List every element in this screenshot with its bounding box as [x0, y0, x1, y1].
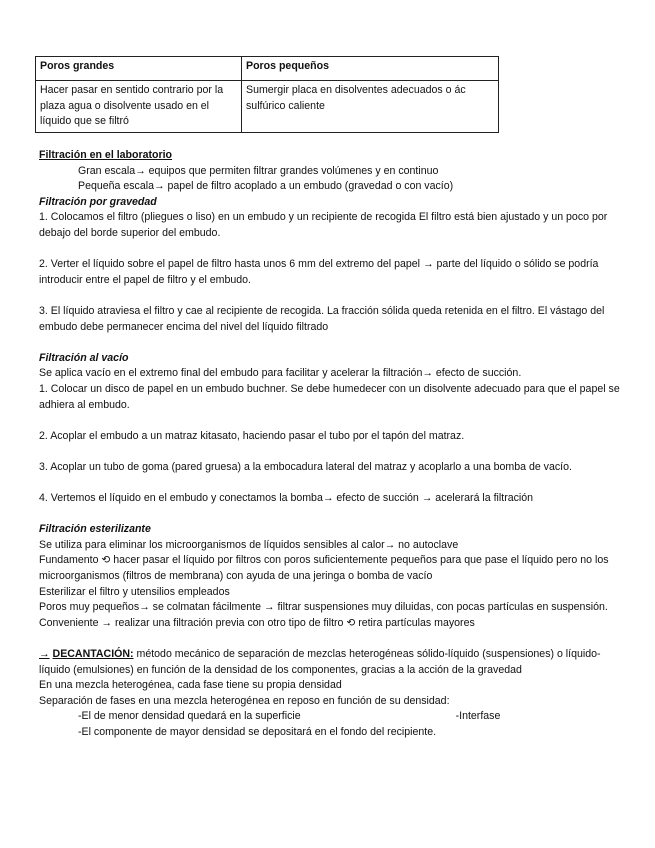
- decantacion-label: DECANTACIÓN:: [52, 648, 134, 660]
- vacio-step-1: 1. Colocar un disco de papel en un embudo buchner. Se debe humedecer con un disolvente adecuado para que el papel se adhiera al embudo.: [39, 382, 620, 411]
- cell-poros-pequenos: Sumergir placa en disolventes adecuados o ác sulfúrico caliente: [242, 81, 499, 133]
- decantacion-item-2: -El componente de mayor densidad se depositará en el fondo del recipiente.: [78, 725, 437, 738]
- lab-gran-escala: Gran escala→ equipos que permiten filtrar grandes volúmenes y en continuo: [78, 164, 439, 177]
- gravedad-step-2: 2. Verter el líquido sobre el papel de filtro hasta unos 6 mm del extremo del papel → parte del líquido o sólido se podría introducir entre el papel de filtro y el embudo.: [39, 258, 599, 286]
- table-header-row: [36, 57, 499, 81]
- decantacion-def-text: método mecánico de separación de mezclas heterogéneas sólido-líquido (suspensiones) o líquido-líquido (emulsiones) en función de la densidad de los componentes, gracias a la acción de la gravedad: [39, 648, 601, 676]
- gravedad-step-1: 1. Colocamos el filtro (pliegues o liso) en un embudo y un recipiente de recogida El filtro está bien ajustado y un poco por debajo del borde superior del embudo.: [39, 211, 608, 239]
- decantacion-definition: [39, 647, 624, 678]
- decantacion-item-1-text: -El de menor densidad quedará en la superficie: [78, 710, 301, 723]
- vacio-step-3: 3. Acoplar un tubo de goma (pared gruesa) a la embocadura lateral del matraz y acoplarlo a una bomba de vacío.: [39, 460, 572, 473]
- heading-filtracion-gravedad: Filtración por gravedad: [39, 195, 157, 208]
- heading-filtracion-vacio: Filtración al vacío: [39, 351, 129, 364]
- decantacion-line-1: En una mezcla heterogénea, cada fase tiene su propia densidad: [39, 679, 342, 692]
- decantacion-interfase: -Interfase: [455, 710, 501, 723]
- header-poros-grandes: Poros grandes: [36, 57, 242, 81]
- vacio-step-2: 2. Acoplar el embudo a un matraz kitasato, haciendo pasar el tubo por el tapón del matraz.: [39, 429, 465, 442]
- vacio-step-4: 4. Vertemos el líquido en el embudo y conectamos la bomba→ efecto de succión → acelerará la filtración: [39, 492, 534, 505]
- decantacion-item-1: [39, 709, 624, 725]
- cell-poros-grandes: Hacer pasar en sentido contrario por la plaza agua o disolvente usado en el líquido que se filtró: [36, 81, 242, 133]
- esterilizante-line-3: Esterilizar el filtro y utensilios empleados: [39, 585, 230, 598]
- header-poros-pequenos: Poros pequeños: [242, 57, 499, 81]
- esterilizante-line-5: Conveniente → realizar una filtración previa con otro tipo de filtro ⟲ retira partículas mayores: [39, 616, 475, 629]
- lab-pequena-escala: Pequeña escala→ papel de filtro acoplado a un embudo (gravedad o con vacío): [78, 180, 454, 193]
- heading-filtracion-esterilizante: Filtración esterilizante: [39, 523, 151, 536]
- document-body: [39, 148, 624, 741]
- decantacion-arrow-icon: →: [39, 648, 50, 660]
- table-row: [36, 81, 499, 133]
- pores-table: [35, 56, 499, 133]
- heading-filtracion-laboratorio: Filtración en el laboratorio: [39, 149, 173, 161]
- esterilizante-line-2: Fundamento ⟲ hacer pasar el líquido por filtros con poros suficientemente pequeños para que pase el líquido pero no los microorganismos (filtros de membrana) con ayuda de una jeringa o bomba de vacío: [39, 554, 609, 583]
- decantacion-line-2: Separación de fases en una mezcla heterogénea en reposo en función de su densidad:: [39, 694, 450, 707]
- gravedad-step-3: 3. El líquido atraviesa el filtro y cae al recipiente de recogida. La fracción sólida queda retenida en el filtro. El vástago del embudo debe permanecer encima del nivel del líquido filtrado: [39, 304, 605, 333]
- esterilizante-line-4: Poros muy pequeños→ se colmatan fácilmente → filtrar suspensiones muy diluidas, con pocas partículas en suspensión.: [39, 601, 608, 614]
- esterilizante-line-1: Se utiliza para eliminar los microorganismos de líquidos sensibles al calor→ no autoclave: [39, 538, 459, 551]
- vacio-intro: Se aplica vacío en el extremo final del embudo para facilitar y acelerar la filtración→ efecto de succión.: [39, 367, 522, 380]
